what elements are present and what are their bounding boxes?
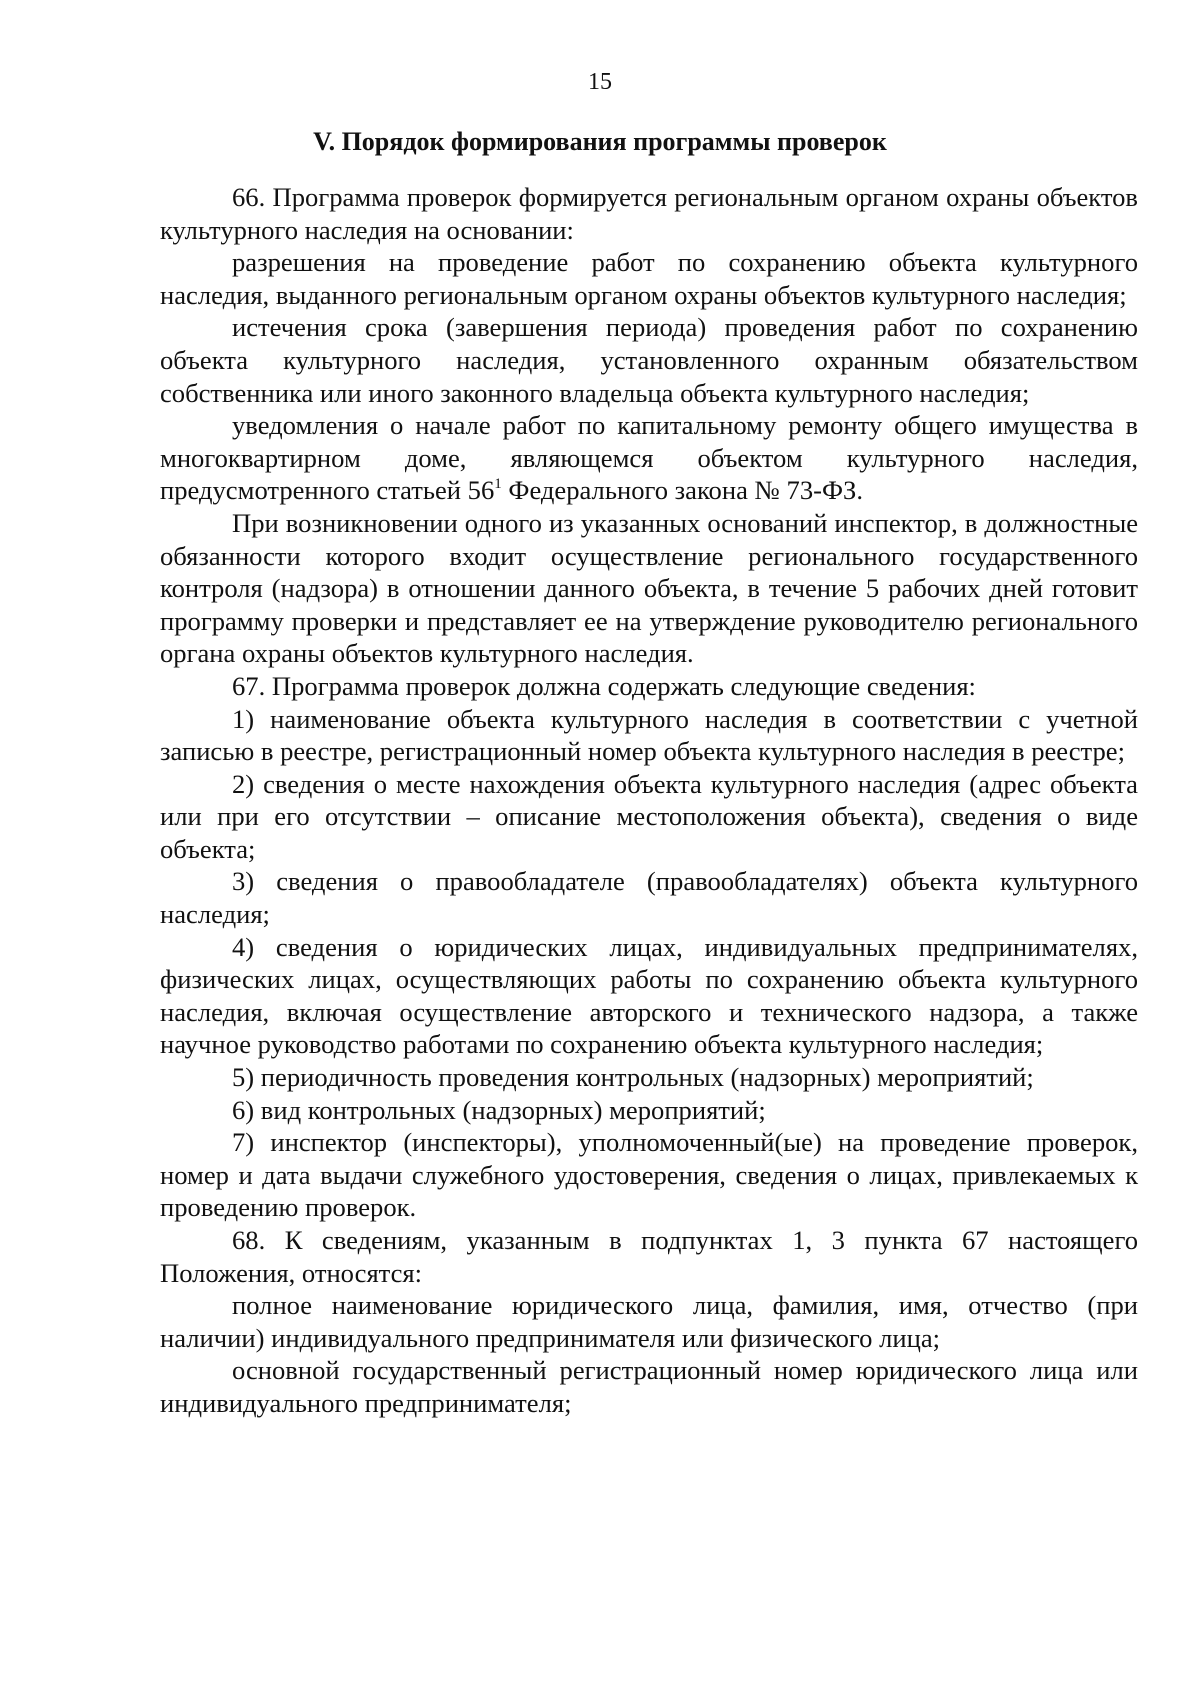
paragraph-basis-permit: разрешения на проведение работ по сохранению объекта культурного наследия, выданного региональным органом охраны объектов культурного наследия; xyxy=(160,247,1138,310)
list-item-5: 5) периодичность проведения контрольных (надзорных) мероприятий; xyxy=(232,1062,1034,1093)
section-heading: V. Порядок формирования программы проверок xyxy=(313,127,887,156)
list-item-3: 3) сведения о правообладателе (правообладателях) объекта культурного наследия; xyxy=(160,866,1138,930)
list-item-1: 1) наименование объекта культурного наследия в соответствии с учетной записью в реестре, регистрационный номер объекта культурного наследия в реестре; xyxy=(160,703,1138,767)
paragraph-67: 67. Программа проверок должна содержать следующие сведения: xyxy=(232,670,976,701)
paragraph-68: 68. К сведениям, указанным в подпунктах 1, 3 пункта 67 настоящего Положения, относятся: xyxy=(160,1225,1138,1288)
paragraph-full-name: полное наименование юридического лица, фамилия, имя, отчество (при наличии) индивидуального предпринимателя или физического лица; xyxy=(160,1290,1138,1353)
paragraph-basis-notice: уведомления о начале работ по капитальному ремонту общего имущества в многоквартирном доме, являющемся объектом культурного наследия, предусмотренного статьей $56^1$ Федерального закона № 73-ФЗ. xyxy=(160,410,1138,506)
paragraph-inspector-action: При возникновении одного из указанных оснований инспектор, в должностные обязанности которого входит осуществление регионального государственного контроля (надзора) в отношении данного объекта, в течение 5 рабочих дней готовит программу проверки и представляет ее на утверждение руководителю регионального органа охраны объектов культурного наследия. xyxy=(160,507,1138,669)
list-item-2: 2) сведения о месте нахождения объекта культурного наследия (адрес объекта или при его отсутствии – описание местоположения объекта), сведения о виде объекта; xyxy=(160,768,1138,864)
paragraph-ogrn: основной государственный регистрационный номер юридического лица или индивидуального предпринимателя; xyxy=(160,1355,1138,1418)
paragraph-basis-expiry: истечения срока (завершения периода) проведения работ по сохранению объекта культурного наследия, установленного охранным обязательством собственника или иного законного владельца объекта культурного наследия; xyxy=(160,312,1138,408)
footnote-superscript: 1 xyxy=(494,476,502,493)
paragraph-66: 66. Программа проверок формируется региональным органом охраны объектов культурного наследия на основании: xyxy=(160,182,1138,245)
page-number: 15 xyxy=(588,69,612,95)
document-body xyxy=(160,181,1138,1420)
list-item-6: 6) вид контрольных (надзорных) мероприятий; xyxy=(232,1094,766,1125)
list-item-7: 7) инспектор (инспекторы), уполномоченный(ые) на проведение проверок, номер и дата выдачи служебного удостоверения, сведения о лицах, привлекаемых к проведению проверок. xyxy=(160,1127,1138,1223)
list-item-4: 4) сведения о юридических лицах, индивидуальных предпринимателях, физических лицах, осуществляющих работы по сохранению объекта культурного наследия, включая осуществление авторского и технического надзора, а также научное руководство работами по сохранению объекта культурного наследия; xyxy=(160,931,1138,1060)
